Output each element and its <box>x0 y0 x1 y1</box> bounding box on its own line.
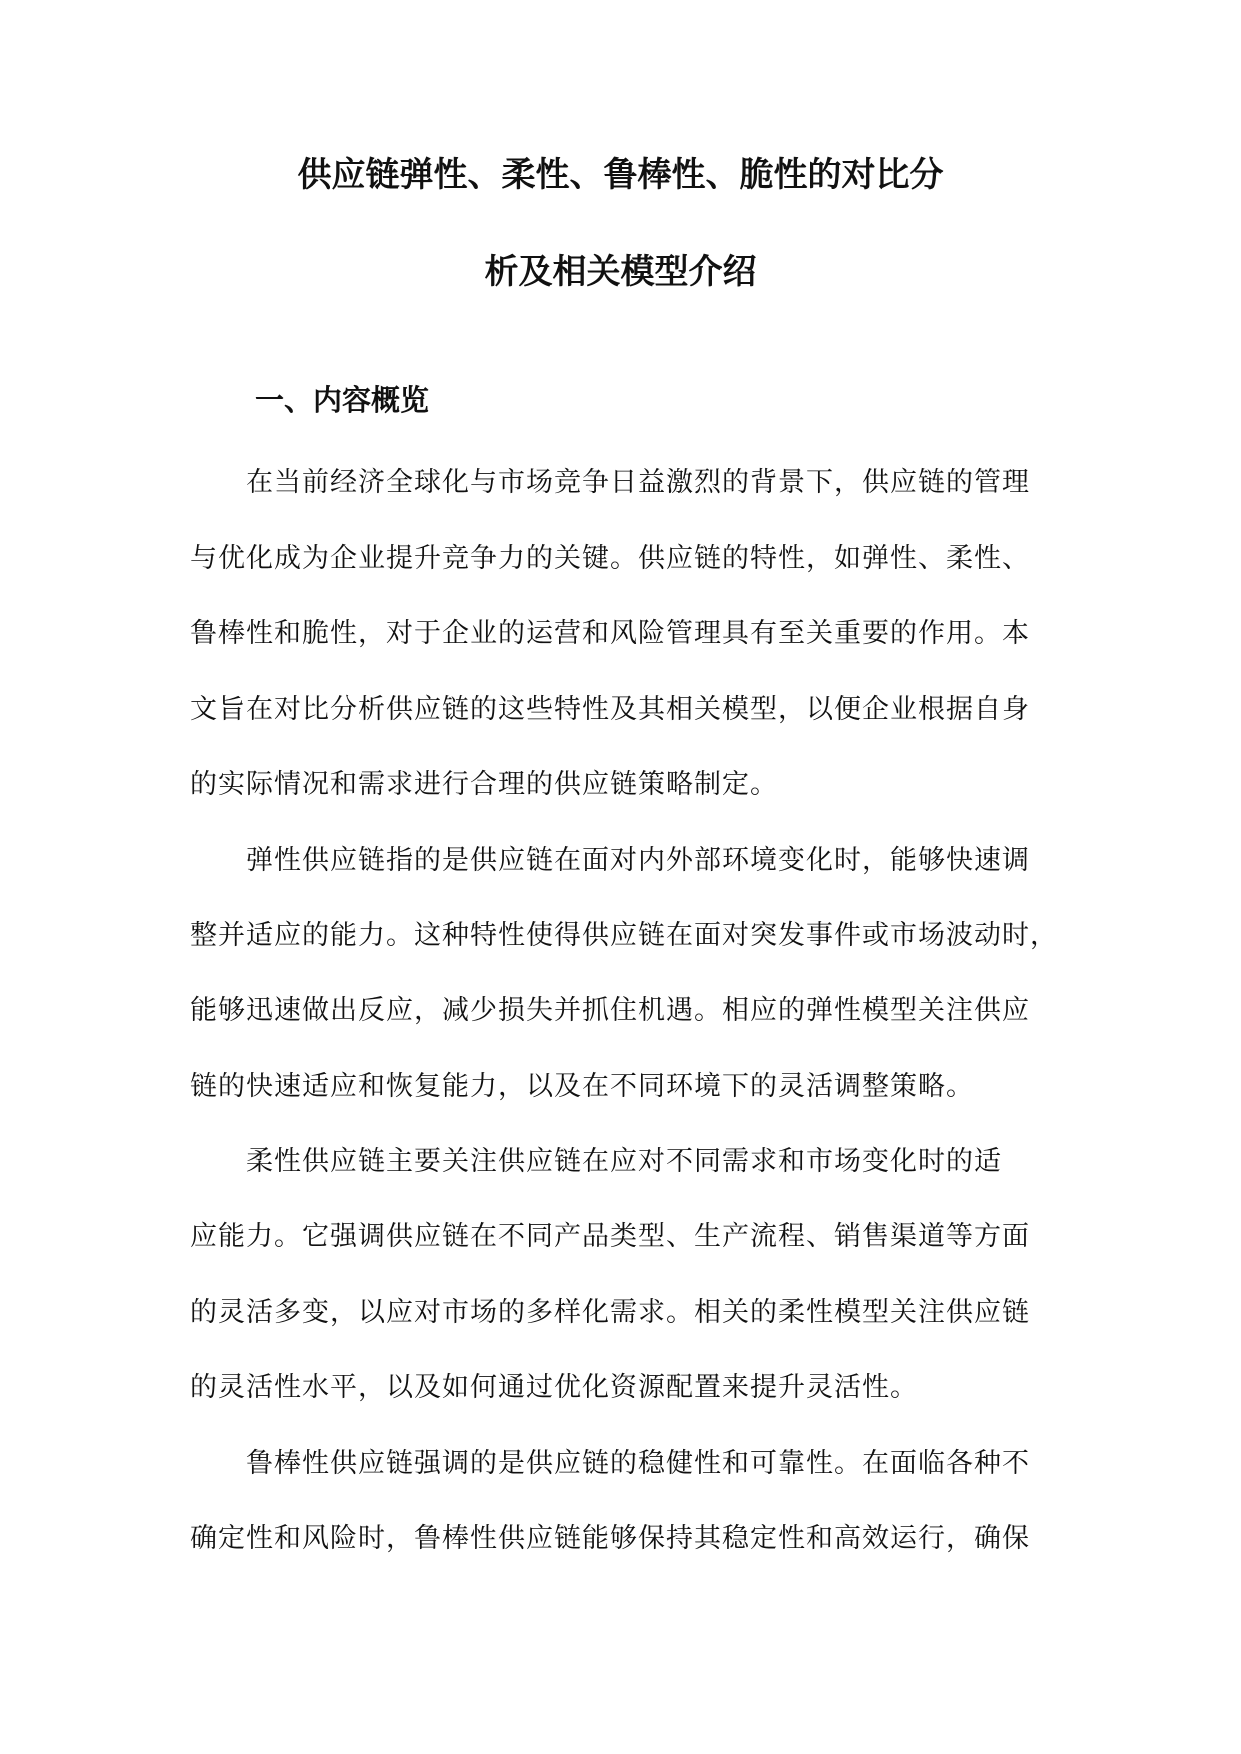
document-title-line-2: 析及相关模型介绍 <box>484 252 757 292</box>
paragraph-line: 鲁棒性和脆性，对于企业的运营和风险管理具有至关重要的作用。本 <box>190 618 1030 649</box>
paragraph-line: 文旨在对比分析供应链的这些特性及其相关模型，以便企业根据自身 <box>190 694 1030 725</box>
paragraph-line: 柔性供应链主要关注供应链在应对不同需求和市场变化时的适 <box>246 1146 1002 1177</box>
paragraph-line: 整并适应的能力。这种特性使得供应链在面对突发事件或市场波动时， <box>190 920 1058 951</box>
paragraph-line: 的实际情况和需求进行合理的供应链策略制定。 <box>190 769 778 800</box>
paragraph-line: 应能力。它强调供应链在不同产品类型、生产流程、销售渠道等方面 <box>190 1221 1030 1252</box>
document-title-line-1: 供应链弹性、柔性、鲁棒性、脆性的对比分 <box>297 155 944 195</box>
paragraph-line: 链的快速适应和恢复能力，以及在不同环境下的灵活调整策略。 <box>190 1071 974 1102</box>
paragraph-line: 与优化成为企业提升竞争力的关键。供应链的特性，如弹性、柔性、 <box>190 543 1030 574</box>
paragraph-line: 鲁棒性供应链强调的是供应链的稳健性和可靠性。在面临各种不 <box>246 1448 1030 1479</box>
section-heading: 一、内容概览 <box>255 383 430 417</box>
paragraph-line: 的灵活多变，以应对市场的多样化需求。相关的柔性模型关注供应链 <box>190 1297 1030 1328</box>
paragraph-line: 弹性供应链指的是供应链在面对内外部环境变化时，能够快速调 <box>246 845 1030 876</box>
paragraph-line: 能够迅速做出反应，减少损失并抓住机遇。相应的弹性模型关注供应 <box>190 995 1030 1026</box>
paragraph-line: 的灵活性水平，以及如何通过优化资源配置来提升灵活性。 <box>190 1372 918 1403</box>
paragraph-line: 在当前经济全球化与市场竞争日益激烈的背景下，供应链的管理 <box>246 467 1030 498</box>
paragraph-line: 确定性和风险时，鲁棒性供应链能够保持其稳定性和高效运行，确保 <box>190 1523 1030 1554</box>
